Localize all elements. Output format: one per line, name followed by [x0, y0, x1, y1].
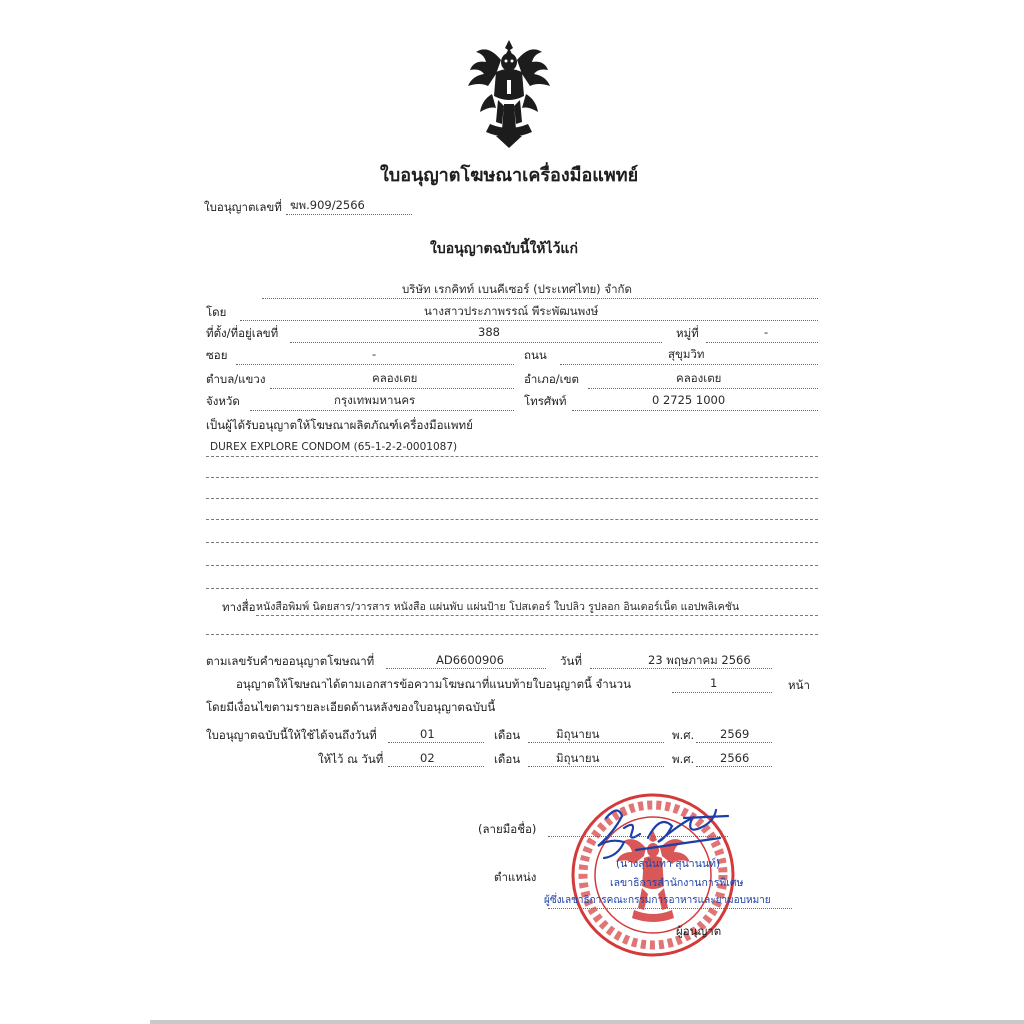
moo: - — [764, 325, 769, 339]
permission-text: อนุญาตให้โฆษณาได้ตามเอกสารข้อความโฆษณาที่แนบท้ายใบอนุญาตนี้ จำนวน — [236, 677, 631, 691]
scan-edge-divider — [150, 1020, 1024, 1024]
issued-month-label: เดือน — [494, 752, 521, 766]
company-name: บริษัท เรกคิทท์ เบนคีเซอร์ (ประเทศไทย) จำกัด — [402, 282, 632, 296]
district: คลองเตย — [676, 371, 722, 385]
valid-month: มิถุนายน — [556, 727, 600, 741]
document-title: ใบอนุญาตโฆษณาเครื่องมือแพทย์ — [380, 165, 639, 186]
valid-year: 2569 — [720, 727, 750, 741]
valid-day: 01 — [420, 727, 435, 741]
district-label: อำเภอ/เขต — [524, 372, 579, 386]
product: DUREX EXPLORE CONDOM (65-1-2-2-0001087) — [210, 441, 458, 453]
address-no-label: ที่ตั้ง/ที่อยู่เลขที่ — [206, 326, 279, 340]
phone-label: โทรศัพท์ — [524, 394, 567, 408]
position-label: ตำแหน่ง — [494, 870, 537, 884]
license-no: ฆพ.909/2566 — [290, 198, 365, 212]
road-label: ถนน — [524, 348, 547, 362]
representative: นางสาวประภาพรรณ์ พีระพัฒนพงษ์ — [424, 304, 599, 318]
road: สุขุมวิท — [668, 347, 705, 361]
valid-until-label: ใบอนุญาตฉบับนี้ให้ใช้ได้จนถึงวันที่ — [206, 728, 377, 742]
request-date: 23 พฤษภาคม 2566 — [648, 653, 751, 667]
conditions-text: โดยมีเงื่อนไขตามรายละเอียดด้านหลังของใบอนุญาตฉบับนี้ — [206, 700, 496, 714]
garuda-emblem-icon — [466, 40, 552, 148]
signer-office: ผู้ซึ่งเลขาธิการคณะกรรมการอาหารและยามอบหมาย — [544, 895, 771, 906]
media: หนังสือพิมพ์ นิตยสาร/วารสาร หนังสือ แผ่นพับ แผ่นป้าย โปสเตอร์ ใบปลิว รูปลอก อินเตอร์เน็ต แอปพลิเคชัน — [256, 601, 740, 613]
valid-month-label: เดือน — [494, 728, 521, 742]
page-count: 1 — [710, 676, 718, 690]
licensee-statement: เป็นผู้ได้รับอนุญาตให้โฆษณาผลิตภัณฑ์เครื่องมือแพทย์ — [206, 418, 473, 432]
province: กรุงเทพมหานคร — [334, 393, 416, 407]
signer-name: (นางสุนันทา สุนานนท์) — [616, 858, 721, 870]
subdistrict: คลองเตย — [372, 371, 418, 385]
issued-label: ให้ไว้ ณ วันที่ — [318, 752, 384, 766]
valid-year-label: พ.ศ. — [672, 728, 695, 742]
licensor-label: ผู้อนุญาต — [676, 924, 722, 938]
signature-label: (ลายมือชื่อ) — [478, 822, 537, 836]
signer-title: เลขาธิการสำนักงานการพิเศษ — [610, 877, 744, 889]
issued-year: 2566 — [720, 751, 750, 765]
issued-month: มิถุนายน — [556, 751, 600, 765]
document-subtitle: ใบอนุญาตฉบับนี้ให้ไว้แก่ — [430, 241, 578, 257]
soi: - — [372, 347, 377, 361]
issued-year-label: พ.ศ. — [672, 752, 695, 766]
soi-label: ซอย — [206, 348, 228, 362]
request-no: AD6600906 — [436, 653, 504, 667]
subdistrict-label: ตำบล/แขวง — [206, 372, 266, 386]
province-label: จังหวัด — [206, 394, 240, 408]
request-no-label: ตามเลขรับคำขออนุญาตโฆษณาที่ — [206, 654, 375, 668]
moo-label: หมู่ที่ — [676, 326, 699, 340]
phone: 0 2725 1000 — [652, 393, 726, 407]
request-date-label: วันที่ — [560, 654, 582, 668]
address-no: 388 — [478, 325, 500, 339]
media-label: ทางสื่อ — [222, 600, 256, 614]
by-label: โดย — [206, 305, 227, 319]
issued-day: 02 — [420, 751, 435, 765]
page-unit: หน้า — [788, 678, 810, 692]
license-no-label: ใบอนุญาตเลขที่ — [204, 200, 282, 214]
